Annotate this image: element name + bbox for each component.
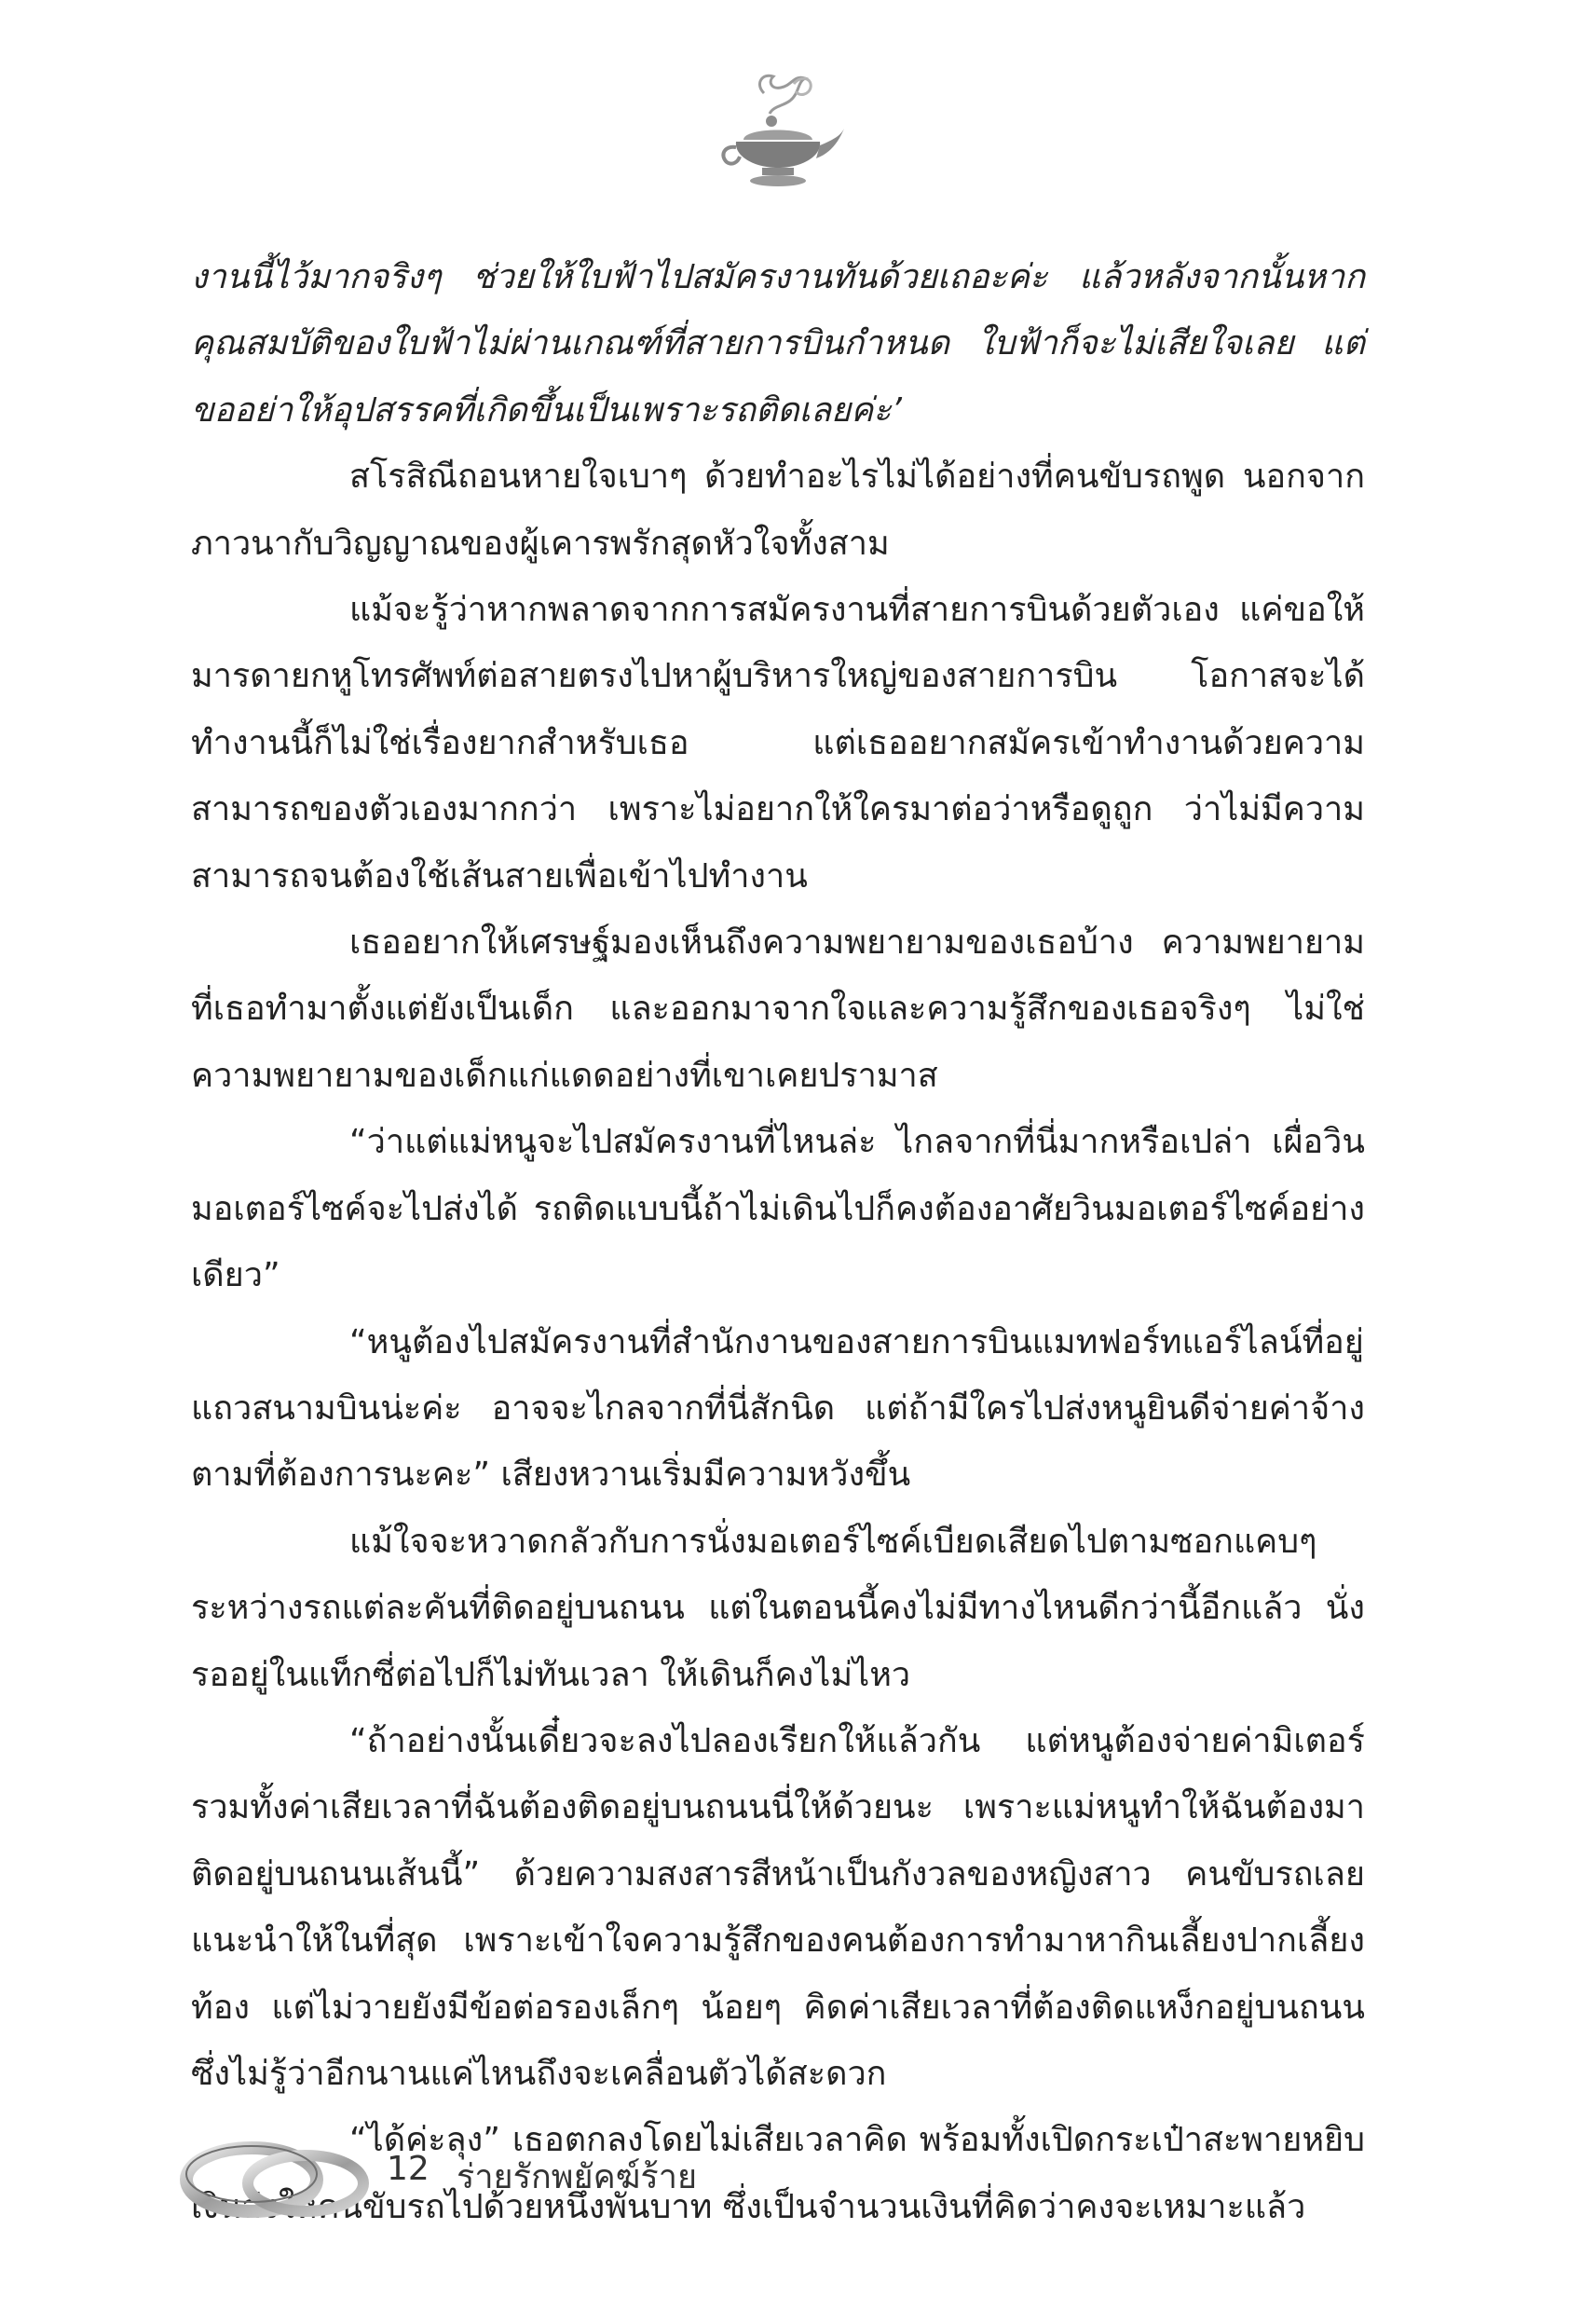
paragraph: “ว่าแต่แม่หนูจะไปสมัครงานที่ไหนล่ะ ไกลจากที่นี่มากหรือเปล่า เผื่อวินมอเตอร์ไซค์จะไปส่งได้ รถติดแบบนี้ถ้าไม่เดินไปก็คงต้องอาศัยวินมอเตอร์ไซค์อย่างเดียว” [191,1123,1365,1295]
body-text [191,244,1365,2240]
wedding-rings-icon [177,2126,373,2228]
page-footer [177,2120,1016,2232]
page-number: 12 [387,2150,430,2188]
paragraph: สโรสิณีถอนหายใจเบาๆ ด้วยทำอะไรไม่ได้อย่างที่คนขับรถพูด นอกจากภาวนากับวิญญาณของผู้เคารพรักสุดหัวใจทั้งสาม [191,458,1365,563]
paragraph: แม้ใจจะหวาดกลัวกับการนั่งมอเตอร์ไซค์เบียดเสียดไปตามซอกแคบๆ ระหว่างรถแต่ละคันที่ติดอยู่บนถนน แต่ในตอนนี้คงไม่มีทางไหนดีกว่านี้อีกแล้ว นั่งรออยู่ในแท็กซี่ต่อไปก็ไม่ทันเวลา ให้เดินก็คงไม่ไหว [191,1522,1365,1694]
book-title: ร่ายรักพยัคฆ์ร้าย [457,2158,698,2196]
paragraph: งานนี้ไว้มากจริงๆ ช่วยให้ใบฟ้าไปสมัครงานทันด้วยเถอะค่ะ แล้วหลังจากนั้นหากคุณสมบัติของใบฟ้าไม่ผ่านเกณฑ์ที่สายการบินกำหนด ใบฟ้าก็จะไม่เสียใจเลย แต่ขออย่าให้อุปสรรคที่เกิดขึ้นเป็นเพราะรถติดเลยค่ะ’ [191,258,1365,430]
genie-lamp-icon [708,65,848,205]
paragraph: “หนูต้องไปสมัครงานที่สำนักงานของสายการบินแมทฟอร์ทแอร์ไลน์ที่อยู่แถวสนามบินน่ะค่ะ อาจจะไกลจากที่นี่สักนิด แต่ถ้ามีใครไปส่งหนูยินดีจ่ายค่าจ้างตามที่ต้องการนะคะ” เสียงหวานเริ่มมีความหวังขึ้น [191,1322,1365,1495]
paragraph: “ได้ค่ะลุง” เธอตกลงโดยไม่เสียเวลาคิด พร้อมทั้งเปิดกระเป๋าสะพายหยิบเงินส่งให้คนขับรถไปด้วยหนึ่งพันบาท ซึ่งเป็นจำนวนเงินที่คิดว่าคงจะเหมาะแล้ว [191,2121,1365,2226]
paragraph: แม้จะรู้ว่าหากพลาดจากการสมัครงานที่สายการบินด้วยตัวเอง แค่ขอให้มารดายกหูโทรศัพท์ต่อสายตรงไปหาผู้บริหารใหญ่ของสายการบิน โอกาสจะได้ทำงานนี้ก็ไม่ใช่เรื่องยากสำหรับเธอ แต่เธออยากสมัครเข้าทำงานด้วยความสามารถของตัวเองมากกว่า เพราะไม่อยากให้ใครมาต่อว่าหรือดูถูก ว่าไม่มีความสามารถจนต้องใช้เส้นสายเพื่อเข้าไปทำงาน [191,591,1365,896]
paragraph: เธออยากให้เศรษฐ์มองเห็นถึงความพยายามของเธอบ้าง ความพยายามที่เธอทำมาตั้งแต่ยังเป็นเด็ก และออกมาจากใจและความรู้สึกของเธอจริงๆ ไม่ใช่ความพยายามของเด็กแก่แดดอย่างที่เขาเคยปรามาส [191,923,1365,1095]
paragraph: “ถ้าอย่างนั้นเดี๋ยวจะลงไปลองเรียกให้แล้วกัน แต่หนูต้องจ่ายค่ามิเตอร์รวมทั้งค่าเสียเวลาที่ฉันต้องติดอยู่บนถนนนี่ให้ด้วยนะ เพราะแม่หนูทำให้ฉันต้องมาติดอยู่บนถนนเส้นนี้” ด้วยความสงสารสีหน้าเป็นกังวลของหญิงสาว คนขับรถเลยแนะนำให้ในที่สุด เพราะเข้าใจความรู้สึกของคนต้องการทำมาหากินเลี้ยงปากเลี้ยงท้อง แต่ไม่วายยังมีข้อต่อรองเล็กๆ น้อยๆ คิดค่าเสียเวลาที่ต้องติดแหง็กอยู่บนถนนซึ่งไม่รู้ว่าอีกนานแค่ไหนถึงจะเคลื่อนตัวได้สะดวก [191,1721,1365,2093]
